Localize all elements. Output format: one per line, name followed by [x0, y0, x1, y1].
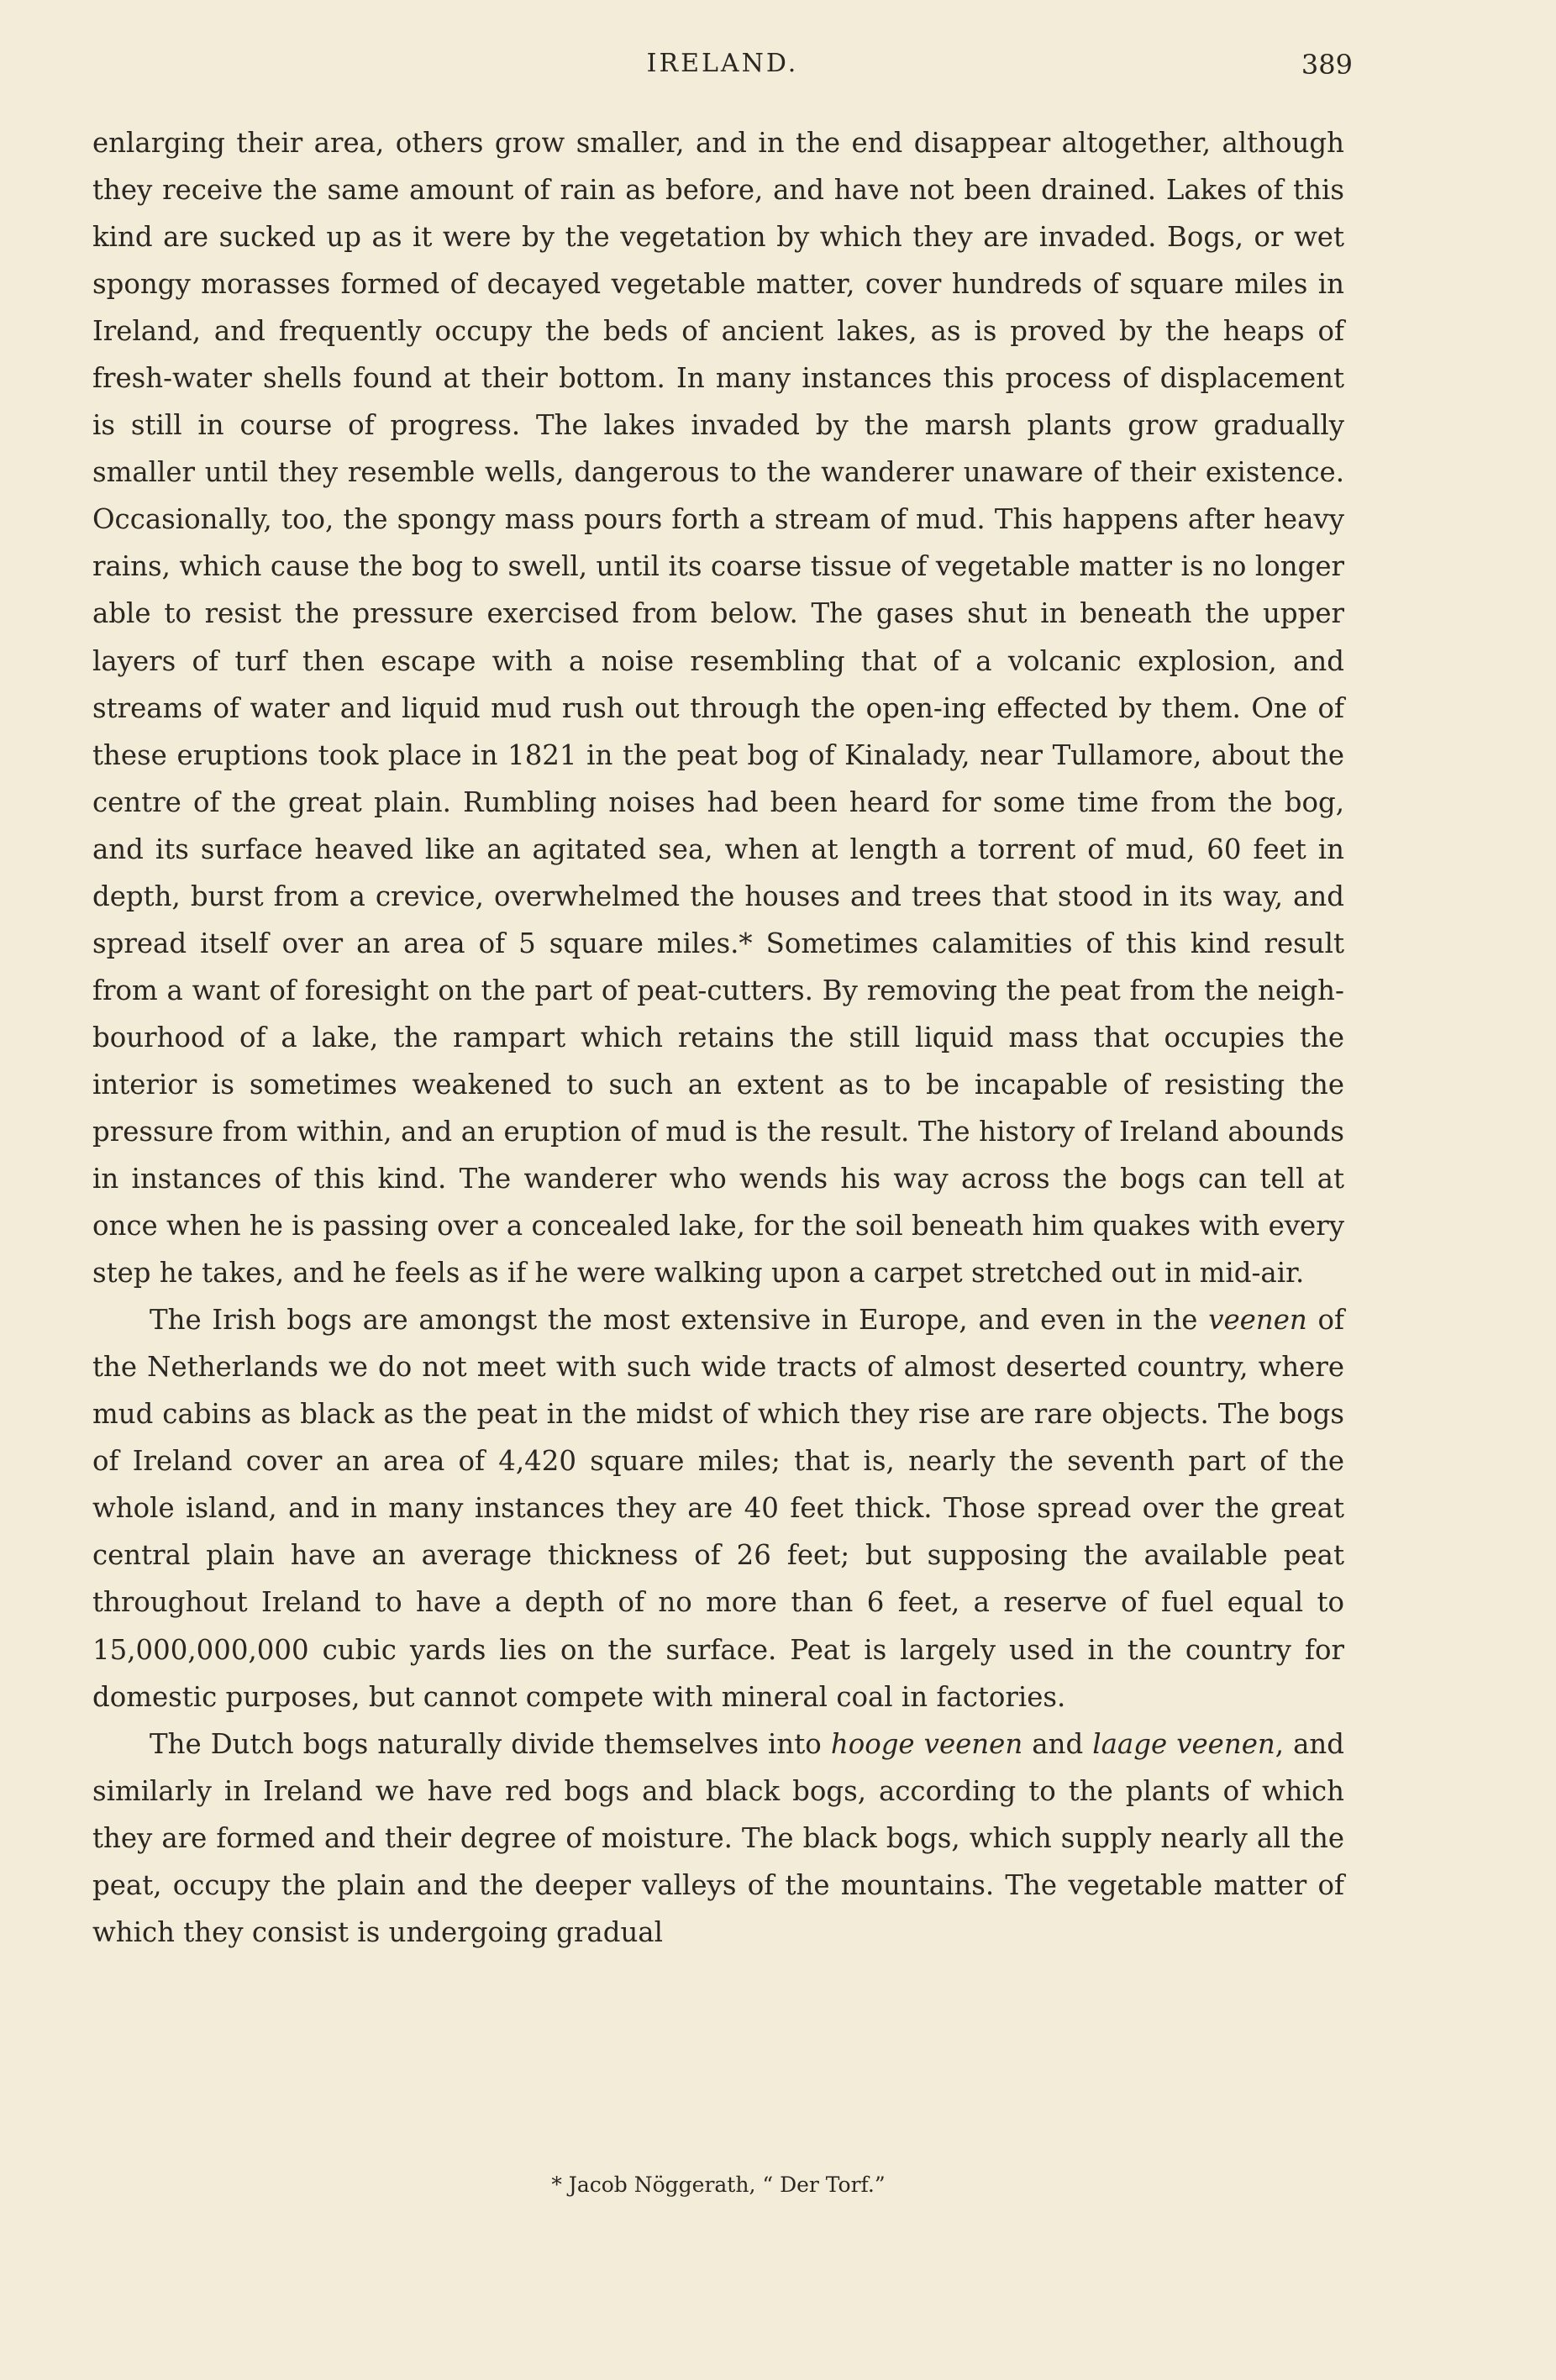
paragraph-3: [92, 1721, 1344, 1956]
italic-term-veenen: veenen: [1208, 1304, 1307, 1337]
body-text: [92, 119, 1344, 1956]
paragraph-3-text-b: and: [1022, 1727, 1093, 1760]
paragraph-3-text-c: , and similarly in Ireland we have red bogs and black bogs, according to the plants of which they are formed and their degree of moisture. The black bogs, which supply nearly all the peat, occupy the plain and the deeper valleys of the mountains. The vegetable matter of which they consist is undergoing gradual: [92, 1727, 1345, 1948]
footnote: * Jacob Nöggerath, “ Der Torf.”: [551, 2172, 886, 2197]
paragraph-3-text-a: The Dutch bogs naturally divide themselves into: [150, 1727, 831, 1760]
italic-term-laage-veenen: laage veenen: [1092, 1727, 1275, 1760]
paragraph-1-text: enlarging their area, others grow smaller, and in the end disappear altogether, although they receive the same amount of rain as before, and have not been drained. Lakes of this kind are sucked up as it were by the vegetation by which they are invaded. Bogs, or wet spongy morasses formed of decayed vegetable matter, cover hundreds of square miles in Ireland, and frequently occupy the beds of ancient lakes, as is proved by the heaps of fresh-water shells found at their bottom. In many instances this process of displacement is still in course of progress. The lakes invaded by the marsh plants grow gradually smaller until they resemble wells, dangerous to the wanderer unaware of their existence. Occasionally, too, the spongy mass pours forth a stream of mud. This happens after heavy rains, which cause the bog to swell, until its coarse tissue of vegetable matter is no longer able to resist the pressure exercised from below. The gases shut in beneath the upper layers of turf then escape with a noise resembling that of a volcanic explosion, and streams of water and liquid mud rush out through the open-ing effected by them. One of these eruptions took place in 1821 in the peat bog of Kinalady, near Tullamore, about the centre of the great plain. Rumbling noises had been heard for some time from the bog, and its surface heaved like an agitated sea, when at length a torrent of mud, 60 feet in depth, burst from a crevice, overwhelmed the houses and trees that stood in its way, and spread itself over an area of 5 square miles.* Sometimes calamities of this kind result from a want of foresight on the part of peat-cutters. By removing the peat from the neigh-bourhood of a lake, the rampart which retains the still liquid mass that occupies the interior is sometimes weakened to such an extent as to be incapable of resisting the pressure from within, and an eruption of mud is the result. The history of Ireland abounds in instances of this kind. The wanderer who wends his way across the bogs can tell at once when he is passing over a concealed lake, for the soil beneath him quakes with every step he takes, and he feels as if he were walking upon a carpet stretched out in mid-air.: [92, 127, 1344, 1290]
paragraph-1: [92, 119, 1344, 1296]
running-head: IRELAND.: [646, 49, 799, 78]
paragraph-2-text-b: of the Netherlands we do not meet with such wide tracts of almost deserted country, where mud cabins as black as the peat in the midst of which they rise are rare objects. The bogs of Ireland cover an area of 4,420 square miles; that is, nearly the seventh part of the whole island, and in many instances they are 40 feet thick. Those spread over the great central plain have an average thickness of 26 feet; but supposing the available peat throughout Ireland to have a depth of no more than 6 feet, a reserve of fuel equal to 15,000,000,000 cubic yards lies on the surface. Peat is largely used in the country for domestic purposes, but cannot compete with mineral coal in factories.: [92, 1304, 1344, 1713]
page-header: [92, 49, 1353, 91]
italic-term-hooge-veenen: hooge veenen: [830, 1727, 1023, 1760]
paragraph-2-text-a: The Irish bogs are amongst the most extensive in Europe, and even in the: [150, 1304, 1209, 1337]
page-number: 389: [1301, 49, 1353, 81]
paragraph-2: [92, 1296, 1344, 1720]
